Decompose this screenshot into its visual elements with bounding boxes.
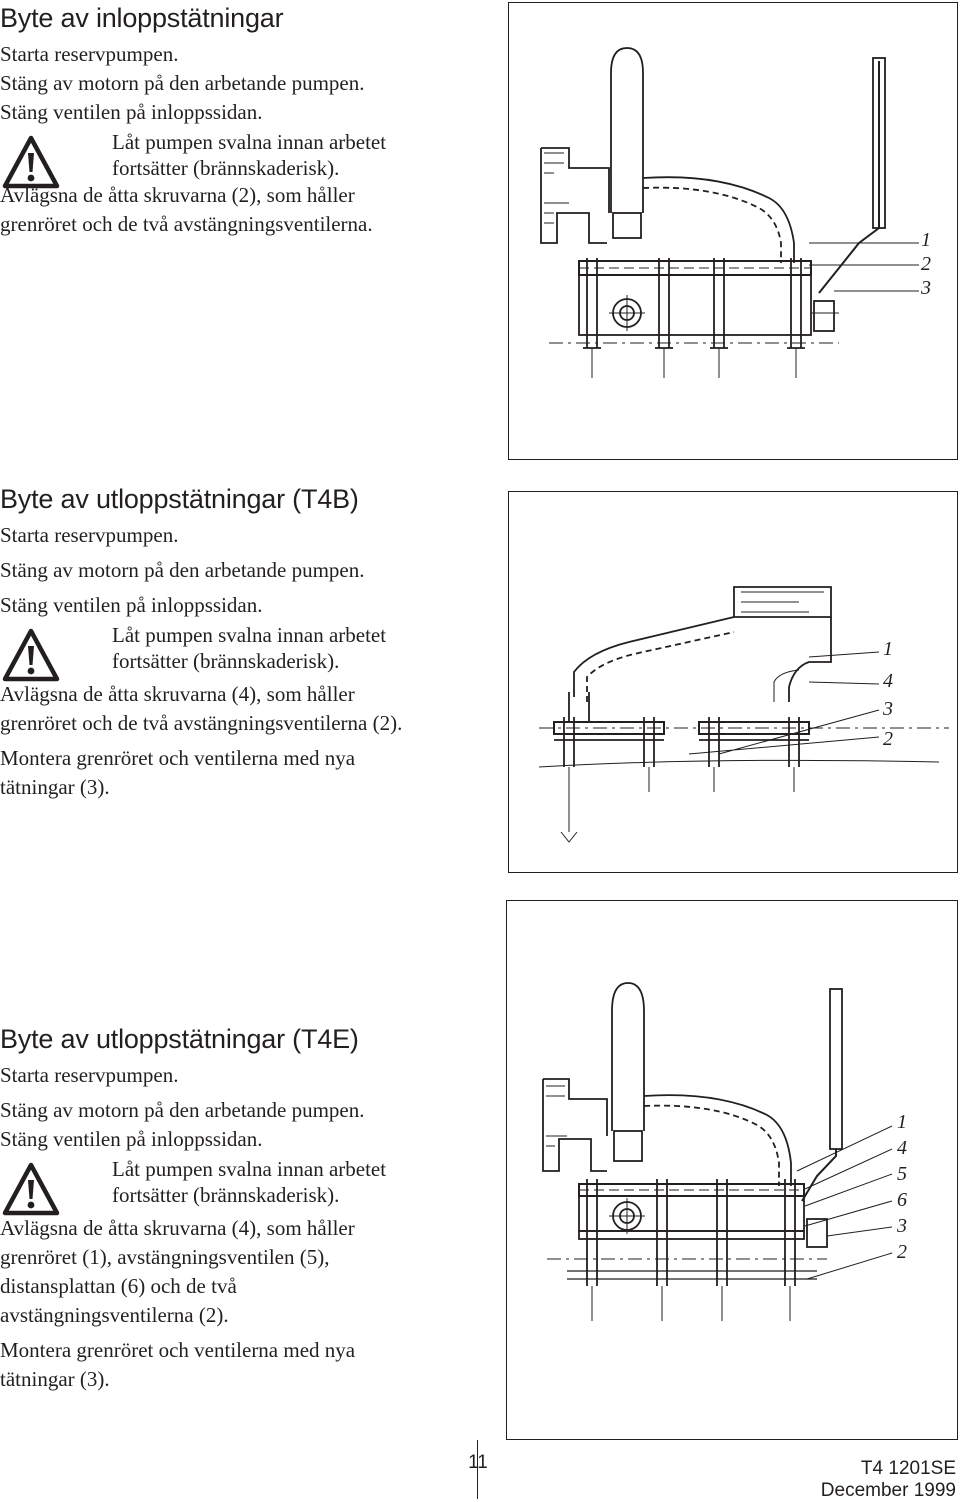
step-line: Avlägsna de åtta skruvarna (2), som håller xyxy=(0,183,355,207)
callout-label: 1 xyxy=(897,1111,907,1133)
warning-block xyxy=(0,129,500,181)
step-line: Stäng av motorn på den arbetande pumpen. xyxy=(0,71,365,95)
callout-label: 3 xyxy=(897,1215,907,1237)
step-line: Stäng av motorn på den arbetande pumpen. xyxy=(0,1098,365,1122)
figure-t4b-pump-drawing xyxy=(508,491,958,873)
pump-drawing-3 xyxy=(507,901,959,1441)
callout-label: 2 xyxy=(921,253,931,275)
warning-triangle-icon xyxy=(2,135,60,189)
callout-label: 4 xyxy=(883,670,893,692)
warning-triangle-icon xyxy=(2,1162,60,1216)
callout-label: 2 xyxy=(897,1241,907,1263)
warning-block xyxy=(0,622,500,674)
document-date: December 1999 xyxy=(820,1480,956,1501)
section-title: Byte av utloppstätningar (T4E) xyxy=(0,1024,359,1054)
callout-label: 3 xyxy=(921,277,931,299)
step-line: tätningar (3). xyxy=(0,1367,110,1391)
step-line: grenröret och de två avstängningsventilerna. xyxy=(0,212,373,236)
callout-label: 6 xyxy=(897,1189,907,1211)
step-line: distansplattan (6) och de två xyxy=(0,1274,237,1298)
step-line: Starta reservpumpen. xyxy=(0,42,179,66)
callout-label: 5 xyxy=(897,1163,907,1185)
warning-text: Låt pumpen svalna innan arbetet xyxy=(112,1157,387,1181)
warning-text: fortsätter (brännskaderisk). xyxy=(112,156,340,180)
step-line: Starta reservpumpen. xyxy=(0,523,179,547)
warning-text: fortsätter (brännskaderisk). xyxy=(112,1183,340,1207)
step-line: Montera grenröret och ventilerna med nya xyxy=(0,746,356,770)
step-line: tätningar (3). xyxy=(0,775,110,799)
step-line: Stäng ventilen på inloppssidan. xyxy=(0,593,263,617)
step-line: Avlägsna de åtta skruvarna (4), som håller xyxy=(0,1216,355,1240)
step-line: Stäng av motorn på den arbetande pumpen. xyxy=(0,558,365,582)
section-inlet-seals xyxy=(0,2,500,239)
document-code: T4 1201SE xyxy=(860,1458,956,1479)
callout-label: 1 xyxy=(921,229,931,251)
callout-label: 2 xyxy=(883,728,893,750)
callout-label: 4 xyxy=(897,1137,907,1159)
figure-inlet-pump-drawing xyxy=(508,2,958,460)
callout-label: 1 xyxy=(883,638,893,660)
step-line: Starta reservpumpen. xyxy=(0,1063,179,1087)
page-number: 11 xyxy=(468,1452,488,1473)
step-line: grenröret och de två avstängningsventilerna (2). xyxy=(0,711,403,735)
step-line: avstängningsventilerna (2). xyxy=(0,1303,229,1327)
warning-text: fortsätter (brännskaderisk). xyxy=(112,649,340,673)
section-title: Byte av inloppstätningar xyxy=(0,3,284,33)
pump-drawing-1 xyxy=(509,3,959,461)
callout-label: 3 xyxy=(883,698,893,720)
step-line: Montera grenröret och ventilerna med nya xyxy=(0,1338,356,1362)
warning-block xyxy=(0,1156,500,1208)
step-line: Stäng ventilen på inloppssidan. xyxy=(0,1127,263,1151)
step-line: Stäng ventilen på inloppssidan. xyxy=(0,100,263,124)
section-outlet-seals-t4b xyxy=(0,483,500,802)
warning-triangle-icon xyxy=(2,628,60,682)
document-footer xyxy=(821,1458,956,1502)
section-outlet-seals-t4e xyxy=(0,1023,500,1394)
step-line: grenröret (1), avstängningsventilen (5), xyxy=(0,1245,330,1269)
figure-t4e-pump-drawing xyxy=(506,900,958,1440)
section-title: Byte av utloppstätningar (T4B) xyxy=(0,484,359,514)
warning-text: Låt pumpen svalna innan arbetet xyxy=(112,623,387,647)
step-line: Avlägsna de åtta skruvarna (4), som håller xyxy=(0,682,355,706)
warning-text: Låt pumpen svalna innan arbetet xyxy=(112,130,387,154)
